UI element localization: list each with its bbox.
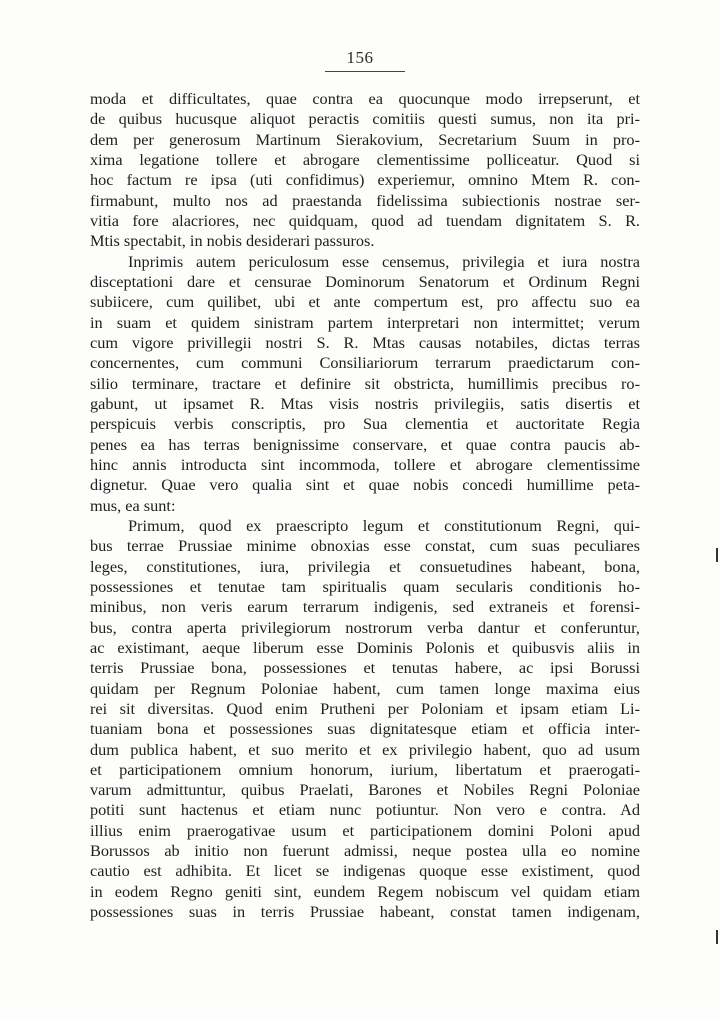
text-line: terris Prussiae bona, possessiones et tenutas habere, ac ipsi Borussi	[90, 658, 640, 678]
text-line: subiicere, cum quilibet, ubi et ante compertum est, pro affectu suo ea	[90, 292, 640, 312]
text-line: varum admittuntur, quibus Praelati, Barones et Nobiles Regni Poloniae	[90, 780, 640, 800]
text-line: possessiones suas in terris Prussiae habeant, constat tamen indigenam,	[90, 902, 640, 922]
text-line: de quibus hucusque aliquot peractis comitiis questi sumus, non ita pri-	[90, 109, 640, 129]
text-line: mus, ea sunt:	[90, 495, 176, 515]
text-line: quidam per Regnum Poloniae habent, cum tamen longe maxima eius	[90, 678, 640, 698]
text-line: ac existimant, aeque liberum esse Dominis Polonis et quibusvis aliis in	[90, 637, 640, 657]
text-line: hinc annis introducta sint incommoda, tollere et abrogare clementissime	[90, 454, 640, 474]
text-line: Mtis spectabit, in nobis desiderari passuros.	[90, 231, 375, 251]
text-line: leges, constitutiones, iura, privilegia et consuetudines habeant, bona,	[90, 556, 640, 576]
text-line: disceptationi dare et censurae Dominorum Senatorum et Ordinum Regni	[90, 271, 640, 291]
text-line: penes ea has terras benignissime conservare, et quae contra paucis ab-	[90, 434, 640, 454]
text-line: rei sit diversitas. Quod enim Prutheni per Poloniam et ipsam etiam Li-	[90, 698, 640, 718]
text-line: et participationem omnium honorum, iurium, libertatum et praerogati-	[90, 759, 640, 779]
margin-mark	[716, 548, 718, 562]
text-line: cum vigore privillegii nostri S. R. Mtas causas notabiles, dictas terras	[90, 332, 640, 352]
text-line: dem per generosum Martinum Sierakovium, Secretarium Suum in pro-	[90, 129, 640, 149]
text-line: in suam et quidem sinistram partem interpretari non intermittet; verum	[90, 312, 640, 332]
text-line: in eodem Regno geniti sint, eundem Regem nobiscum vel quidam etiam	[90, 881, 640, 901]
text-line: moda et difficultates, quae contra ea quocunque modo irrepserunt, et	[90, 89, 640, 108]
text-line: firmabunt, multo nos ad praestanda fidelissima subiectionis nostrae ser-	[90, 190, 640, 210]
text-line: possessiones et tenutae tam spiritualis quam secularis conditionis ho-	[90, 576, 640, 596]
text-line: minibus, non veris earum terrarum indigenis, sed extraneis et forensi-	[90, 597, 640, 617]
text-line: bus, contra aperta privilegiorum nostrorum verba dantur et conferuntur,	[90, 617, 640, 637]
text-line: dignetur. Quae vero qualia sint et quae nobis concedi humillime peta-	[90, 475, 640, 495]
text-line: perspicuis verbis conscriptis, pro Sua clementia et auctoritate Regia	[90, 414, 640, 434]
page-number: 156	[346, 48, 374, 67]
text-line: Primum, quod ex praescripto legum et constitutionum Regni, qui-	[128, 515, 640, 535]
text-line: bus terrae Prussiae minime obnoxias esse constat, cum suas peculiares	[90, 536, 640, 556]
text-line: hoc factum re ipsa (uti confidimus) experiemur, omnino Mtem R. con-	[90, 170, 640, 190]
text-line: dum publica habent, et suo merito et ex privilegio habent, quo ad usum	[90, 739, 640, 759]
page-number-rule	[325, 71, 405, 72]
text-line: concernentes, cum communi Consiliariorum terrarum praedictarum con-	[90, 353, 640, 373]
text-line: Borussos ab initio non fuerunt admissi, neque postea ulla eo nomine	[90, 841, 640, 861]
text-line: vitia fore alacriores, nec quidquam, quod ad tuendam dignitatem S. R.	[90, 210, 640, 230]
text-line: illius enim praerogativae usum et participationem domini Poloni apud	[90, 820, 640, 840]
text-line: tuaniam bona et possessiones suas dignitatesque etiam et officia inter-	[90, 719, 640, 739]
margin-mark	[716, 930, 718, 944]
text-line: Inprimis autem periculosum esse censemus, privilegia et iura nostra	[128, 251, 640, 271]
text-line: cautio est adhibita. Et licet se indigenas quoque esse existiment, quod	[90, 861, 640, 881]
text-line: silio terminare, tractare et definire sit obstricta, humillimis precibus ro-	[90, 373, 640, 393]
text-line: potiti sunt hactenus et etiam nunc potiuntur. Non vero e contra. Ad	[90, 800, 640, 820]
text-line: gabunt, ut ipsamet R. Mtas visis nostris privilegiis, satis disertis et	[90, 393, 640, 413]
text-body	[90, 89, 640, 922]
text-line: xima legatione tollere et abrogare clementissime polliceatur. Quod si	[90, 149, 640, 169]
